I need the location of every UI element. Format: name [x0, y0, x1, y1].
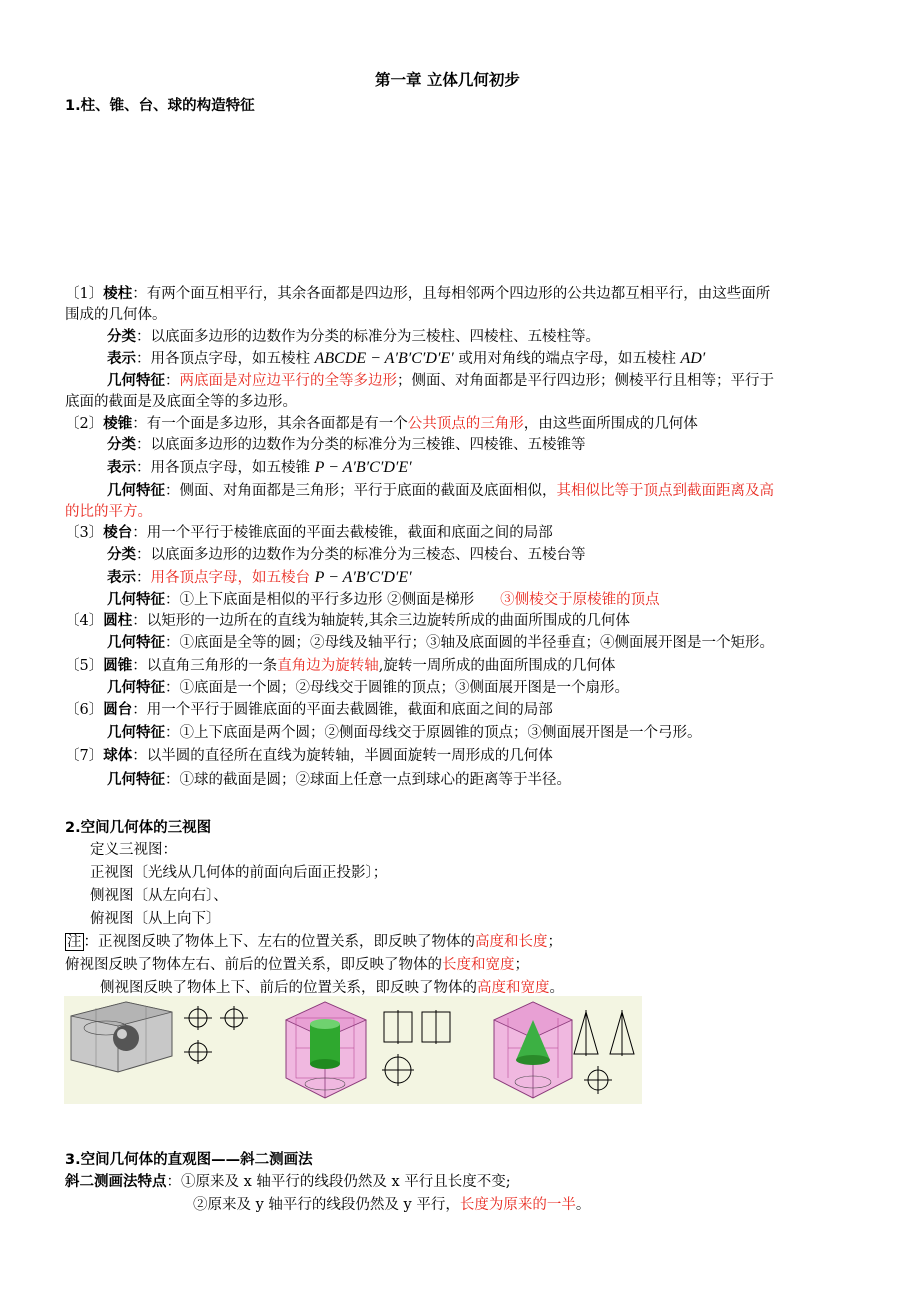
definition-end: ,旋转一周所成的曲面所围成的几何体: [378, 658, 616, 674]
definition-highlight: 公共顶点的三角形: [407, 416, 524, 432]
item-pyramid-classification: [107, 433, 586, 454]
note-highlight: 高度和宽度: [477, 980, 550, 996]
features-highlight: 其相似比等于顶点到截面距离及高: [556, 483, 774, 499]
term-cone: 圆锥: [103, 657, 133, 674]
item-pyramid-def: [65, 412, 698, 433]
cone-views-icon: [572, 1010, 638, 1096]
oblique-highlight: 长度为原来的一半: [459, 1197, 576, 1213]
label-notation: 表示: [107, 459, 136, 476]
item-number: 〔4〕: [65, 613, 104, 629]
definition-highlight: 直角边为旋转轴: [277, 658, 379, 674]
cylinder-cube-illustration: [276, 998, 374, 1102]
section-2-heading: 2.空间几何体的三视图: [65, 820, 212, 836]
page-title: 第一章 立体几何初步: [375, 71, 520, 89]
note-line-1: [65, 930, 562, 951]
front-view-def: 正视图〔光线从几何体的前面向后面正投影〕；: [90, 865, 388, 881]
label-features: 几何特征: [107, 482, 165, 499]
features-text: ：①底面是一个圆；②母线交于圆锥的顶点；③侧面展开图是一个扇形。: [165, 680, 629, 696]
note-line-3: [100, 976, 564, 997]
classification-text: ：以底面多边形的边数作为分类的标准分为三棱态、四棱台、五棱台等: [136, 547, 586, 563]
item-frustum-classification: [107, 543, 586, 564]
label-features: 几何特征: [107, 372, 165, 389]
oblique-feature-2: [193, 1193, 590, 1214]
note-end: ；: [514, 957, 529, 973]
definition-end: ，由这些面所围成的几何体: [523, 416, 698, 432]
sphere-shape: [113, 1025, 139, 1051]
item-cone-def: [65, 654, 615, 675]
features-text: ：①球的截面是圆；②球面上任意一点到球心的距离等于半径。: [165, 772, 571, 788]
sphere-cube-illustration: [66, 998, 176, 1074]
item-cone-frustum-features: [107, 721, 702, 742]
definition: ：有一个面是多边形，其余各面都是有一个: [132, 416, 408, 432]
item-frustum-notation: [107, 566, 412, 587]
cylinder-shape: [310, 1024, 340, 1064]
colon: ：: [165, 373, 180, 389]
cylinder-views-icon: [380, 1010, 454, 1092]
note-end: 。: [549, 980, 564, 996]
item-sphere-features: [107, 768, 571, 789]
item-cone-features: [107, 676, 629, 697]
definition: ：有两个面互相平行，其余各面都是四边形，且每相邻两个四边形的公共边都互相平行，由这些面所: [132, 286, 771, 302]
item-prism-def-cont: 围成的几何体。: [65, 307, 167, 323]
item-cone-frustum-def: [65, 698, 553, 719]
features-text: ：侧面、对角面都是三角形；平行于底面的截面及底面相似，: [165, 483, 557, 499]
definition: ：以直角三角形的一条: [132, 658, 278, 674]
notation-text: ：用各顶点字母，如五棱柱: [136, 351, 310, 367]
item-frustum-features: [107, 588, 660, 609]
label-features: 几何特征: [107, 771, 165, 788]
classification-text: ：以底面多边形的边数作为分类的标准分为三棱柱、四棱柱、五棱柱等。: [136, 329, 600, 345]
item-prism-classification: [107, 325, 600, 346]
item-number: 〔5〕: [65, 658, 104, 674]
oblique-text-2: ②原来及 y 轴平行的线段仍然及 y 平行，: [193, 1197, 460, 1213]
oblique-end: 。: [575, 1197, 591, 1213]
item-prism-features: [107, 369, 774, 390]
item-number: 〔3〕: [65, 525, 104, 541]
label-classification: 分类: [107, 436, 136, 453]
formula-frustum: P − A′B′C′D′E′: [314, 569, 412, 586]
item-pyramid-features-cont: 的比的平方。: [65, 504, 152, 520]
colon: ：: [136, 570, 151, 586]
note-text: 侧视图反映了物体上下、前后的位置关系，即反映了物体的: [100, 980, 477, 996]
term-sphere: 球体: [103, 747, 133, 764]
term-cone-frustum: 圆台: [103, 701, 133, 718]
item-cylinder-def: [65, 609, 630, 630]
notation-highlight: 用各顶点字母，如五棱台: [150, 570, 310, 586]
features-highlight: 两底面是对应边平行的全等多边形: [179, 373, 397, 389]
item-pyramid-notation: [107, 456, 412, 477]
three-views-def: 定义三视图：: [90, 842, 177, 858]
formula-prism: ABCDE − A′B′C′D′E′: [314, 350, 454, 367]
term-frustum: 棱台: [103, 524, 133, 541]
top-view-def: 俯视图〔从上向下〕: [90, 911, 221, 927]
note-highlight: 长度和宽度: [442, 957, 515, 973]
label-notation: 表示: [107, 350, 136, 367]
notation-text: ：用各顶点字母，如五棱锥: [136, 460, 310, 476]
note-line-2: [65, 953, 529, 974]
term-cylinder: 圆柱: [103, 612, 133, 629]
label-features: 几何特征: [107, 634, 165, 651]
section-1-heading: 1.柱、锥、台、球的构造特征: [65, 98, 255, 114]
label-features: 几何特征: [107, 591, 165, 608]
item-frustum-def: [65, 521, 553, 542]
label-classification: 分类: [107, 328, 136, 345]
formula-diagonal: AD′: [680, 350, 706, 367]
section-3-heading: 3.空间几何体的直观图——斜二测画法: [65, 1152, 313, 1168]
label-classification: 分类: [107, 546, 136, 563]
sphere-views-icon: [176, 1004, 250, 1066]
item-number: 〔6〕: [65, 702, 104, 718]
item-pyramid-features: [107, 479, 774, 500]
item-number: 〔2〕: [65, 416, 104, 432]
definition: ：用一个平行于圆锥底面的平面去截圆锥，截面和底面之间的局部: [132, 702, 553, 718]
label-features: 几何特征: [107, 679, 165, 696]
cone-cube-illustration: [490, 998, 576, 1102]
item-number: 〔1〕: [65, 286, 104, 302]
label-notation: 表示: [107, 569, 136, 586]
features-text: ；侧面、对角面都是平行四边形；侧棱平行且相等；平行于: [397, 373, 774, 389]
definition: ：以半圆的直径所在直线为旋转轴，半圆面旋转一周形成的几何体: [132, 748, 553, 764]
note-text: 俯视图反映了物体左右、前后的位置关系，即反映了物体的: [65, 957, 442, 973]
formula-pyramid: P − A′B′C′D′E′: [314, 459, 412, 476]
notation-text-2: 或用对角线的端点字母，如五棱柱: [458, 351, 676, 367]
term-prism: 棱柱: [103, 285, 133, 302]
item-prism-notation: [107, 347, 705, 368]
item-number: 〔7〕: [65, 748, 104, 764]
classification-text: ：以底面多边形的边数作为分类的标准分为三棱锥、四棱锥、五棱锥等: [136, 437, 586, 453]
label-features: 几何特征: [107, 724, 165, 741]
side-view-def: 侧视图〔从左向右〕、: [90, 888, 228, 904]
oblique-feature-1: [65, 1170, 511, 1191]
label-oblique: 斜二测画法特点: [65, 1173, 167, 1190]
oblique-text-1: ：①原来及 x 轴平行的线段仍然及 x 平行且长度不变;: [166, 1174, 511, 1190]
features-highlight: ③侧棱交于原棱锥的顶点: [500, 592, 660, 608]
features-text: ：①底面是全等的圆；②母线及轴平行；③轴及底面圆的半径垂直；④侧面展开图是一个矩形。: [165, 635, 774, 651]
note-box: 注: [67, 934, 82, 950]
item-cylinder-features: [107, 631, 774, 652]
features-text: ：①上下底面是两个圆；②侧面母线交于原圆锥的顶点；③侧面展开图是一个弓形。: [165, 725, 702, 741]
item-prism-features-cont: 底面的截面是及底面全等的多边形。: [65, 394, 297, 410]
note-text: ：正视图反映了物体上下、左右的位置关系，即反映了物体的: [83, 934, 475, 950]
term-pyramid: 棱锥: [103, 415, 133, 432]
features-text: ：①上下底面是相似的平行多边形 ②侧面是梯形: [165, 592, 475, 608]
definition: ：用一个平行于棱锥底面的平面去截棱锥，截面和底面之间的局部: [132, 525, 553, 541]
note-highlight: 高度和长度: [475, 934, 548, 950]
item-prism-def: [65, 282, 770, 303]
item-sphere-def: [65, 744, 553, 765]
note-end: ；: [547, 934, 562, 950]
definition: ：以矩形的一边所在的直线为轴旋转,其余三边旋转所成的曲面所围成的几何体: [132, 613, 630, 629]
